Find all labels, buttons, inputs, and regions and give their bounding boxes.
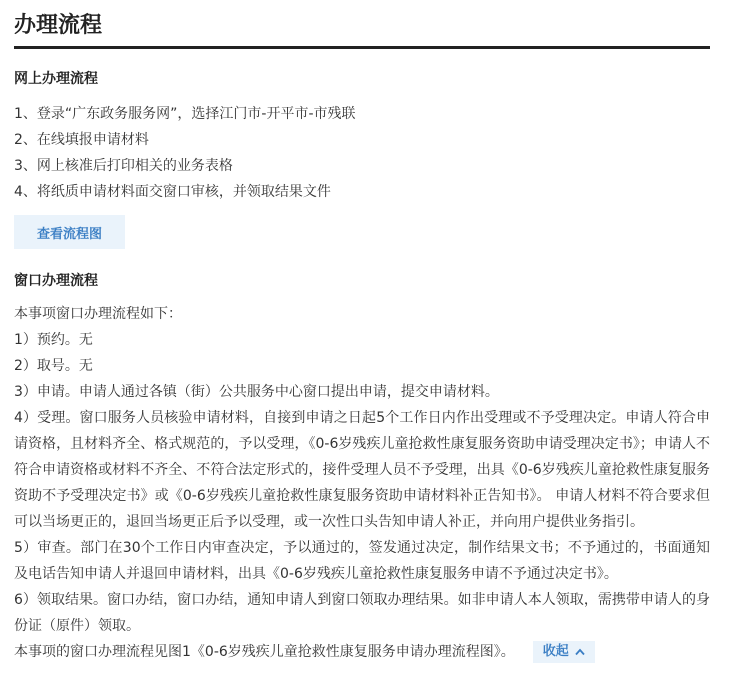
online-steps-list bbox=[14, 101, 710, 205]
collapse-button[interactable] bbox=[533, 641, 595, 663]
title-divider bbox=[14, 46, 710, 49]
window-process-line: 本事项窗口办理流程如下： bbox=[14, 306, 182, 322]
window-process-line: 5）审查。部门在30个工作日内审查决定，予以通过的，签发通过决定，制作结果文书；不予通过的，书面通知及电话告知申请人并退回申请材料，出具《0-6岁残疾儿童抢救性康复服务申请不予通过决定书》。 bbox=[14, 540, 710, 582]
window-process-last-line bbox=[14, 639, 710, 665]
flowchart-reference-text: 本事项的窗口办理流程见图1《0-6岁残疾儿童抢救性康复服务申请办理流程图》。 bbox=[14, 644, 515, 660]
online-step: 3、网上核准后打印相关的业务表格 bbox=[14, 158, 233, 174]
window-process-line: 4）受理。窗口服务人员核验申请材料，自接到申请之日起5个工作日内作出受理或不予受理决定。申请人符合申请资格，且材料齐全、格式规范的，予以受理，《0-6岁残疾儿童抢救性康复服务资助申请受理决定书》；申请人不符合申请资格或材料不齐全、不符合法定形式的，接件受理人员不予受理，出具《0-6岁残疾儿童抢救性康复服务资助不予受理决定书》或《0-6岁残疾儿童抢救性康复服务资助申请材料补正告知书》。 申请人材料不符合要求但可以当场更正的，退回当场更正后予以受理，或一次性口头告知申请人补正，并向用户提供业务指引。 bbox=[14, 410, 710, 530]
online-step: 1、登录“广东政务服务网”，选择江门市-开平市-市残联 bbox=[14, 106, 356, 122]
page-content bbox=[14, 0, 710, 665]
chevron-up-icon bbox=[575, 648, 585, 656]
window-process-line: 6）领取结果。窗口办结，窗口办结，通知申请人到窗口领取办理结果。如非申请人本人领取，需携带申请人的身份证（原件）领取。 bbox=[14, 592, 710, 634]
window-process-body bbox=[14, 301, 710, 665]
window-process-line: 2）取号。无 bbox=[14, 358, 93, 374]
view-flowchart-button[interactable]: 查看流程图 bbox=[14, 215, 125, 249]
online-process-title: 网上办理流程 bbox=[14, 71, 98, 87]
page-title: 办理流程 bbox=[14, 13, 103, 38]
collapse-label: 收起 bbox=[542, 644, 569, 659]
window-process-line: 3）申请。申请人通过各镇（街）公共服务中心窗口提出申请，提交申请材料。 bbox=[14, 384, 499, 400]
window-process-title: 窗口办理流程 bbox=[14, 273, 98, 289]
online-step: 2、在线填报申请材料 bbox=[14, 132, 149, 148]
online-step: 4、将纸质申请材料面交窗口审核，并领取结果文件 bbox=[14, 184, 331, 200]
window-process-line: 1）预约。无 bbox=[14, 332, 93, 348]
